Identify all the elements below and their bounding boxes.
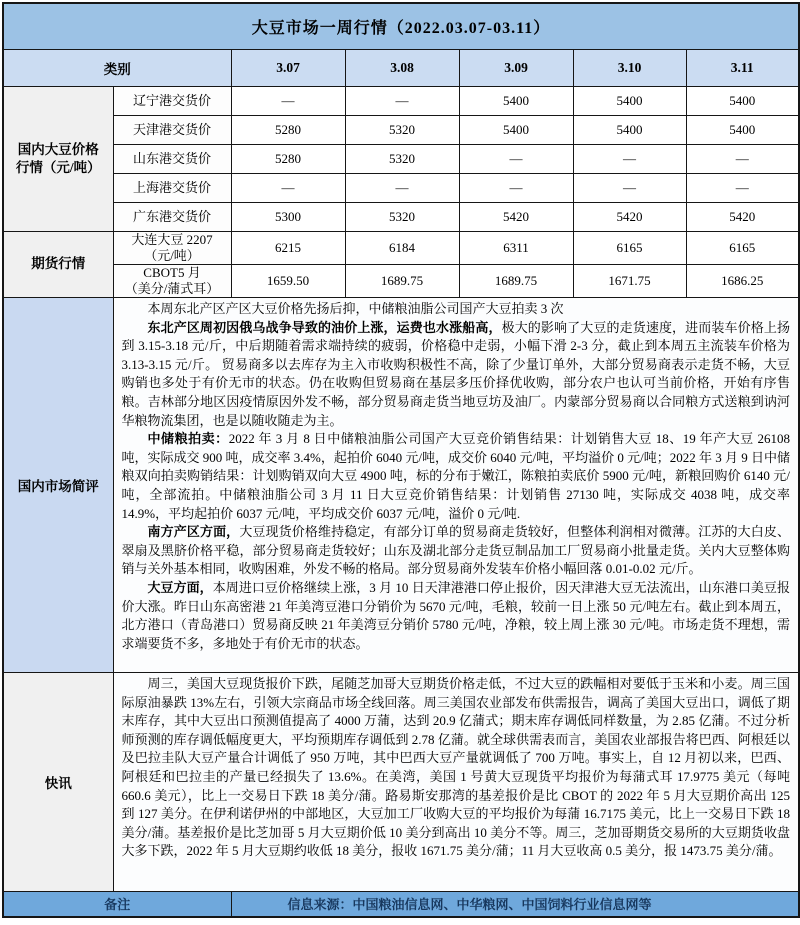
table-row: [3, 174, 799, 203]
price-cell: 5320: [345, 145, 459, 174]
col-header-date-3: 3.09: [459, 50, 573, 87]
futures-cell: 6311: [459, 232, 573, 265]
price-cell: —: [345, 87, 459, 116]
row-label-tianjin-port: 天津港交货价: [113, 116, 231, 145]
price-cell: 5400: [686, 116, 799, 145]
table-row: [3, 116, 799, 145]
table-row: [3, 87, 799, 116]
futures-cell: 6215: [231, 232, 345, 265]
price-cell: 5400: [573, 87, 686, 116]
price-cell: 5420: [573, 203, 686, 232]
price-cell: 5320: [345, 203, 459, 232]
review-paragraph: 中储粮拍卖：2022 年 3 月 8 日中储粮油脂公司国产大豆竞价销售结果：计划销售大豆 18、19 年产大豆 26108 吨，实际成交 900 吨，成交率 3.4%，起拍价 6040 元/吨，成交价 6040 元/吨，平均溢价 0 元/吨；2022 年 3 月 9 日中储粮双向拍卖购销结果：计划购销双向大豆 4900 吨，标的分布于嫩江，陈粮拍卖底价 5900 元/吨，新粮回购价 6140 元/吨，全部流拍。中储粮油脂公司 3 月 11 日大豆竞价销售结果：计划销售 27130 吨，实际成交 4038 吨，成交率 14.9%，平均起拍价 6037 元/吨，平均成交价 6037 元/吨，溢价 0 元/吨.: [121, 431, 790, 521]
row-label-dalian-soybean-2207: 大连大豆 2207 （元/吨）: [113, 232, 231, 265]
review-paragraph: 本周东北产区产区大豆价格先扬后抑，中储粮油脂公司国产大豆拍卖 3 次: [147, 301, 564, 316]
price-cell: —: [459, 174, 573, 203]
price-cell: 5400: [459, 87, 573, 116]
futures-cell: 1689.75: [459, 265, 573, 298]
price-cell: 5280: [231, 145, 345, 174]
table-row: [3, 145, 799, 174]
price-cell: —: [459, 145, 573, 174]
price-cell: 5300: [231, 203, 345, 232]
futures-cell: 1686.25: [686, 265, 799, 298]
row-label-liaoning-port: 辽宁港交货价: [113, 87, 231, 116]
futures-cell: 6165: [573, 232, 686, 265]
row-label-shandong-port: 山东港交货价: [113, 145, 231, 174]
review-paragraph: 大豆方面，本周进口豆价格继续上涨，3 月 10 日天津港港口停止报价，因天津港大豆无法流出，山东港口美豆报价大涨。昨日山东高密港 21 年美湾豆港口分销价为 5670 元/吨，毛粮，较前一日上涨 50 元/吨左右。截止到本周五，北方港口（青岛港口）贸易商反映 21 年美湾豆分销价 5780 元/吨，净粮，较上周上涨 30 元/吨。市场走货不理想，需求端要货不多，多地处于有价无市的状态。: [121, 579, 790, 651]
news-flash-body: [113, 673, 799, 892]
price-cell: —: [345, 174, 459, 203]
col-header-date-2: 3.08: [345, 50, 459, 87]
col-header-category: 类别: [3, 50, 231, 87]
review-paragraph: 东北产区周初因俄乌战争导致的油价上涨，运费也水涨船高，极大的影响了大豆的走货速度，进而装车价格上扬到 3.15-3.18 元/斤，中后期随着需求端持续的疲弱，价格稳中走弱，小幅下滑 2-3 分，截止到本周五主流装车价格为 3.13-3.15 元/斤。 贸易商多以去库存为主入市收购积极性不高，除了少量订单外，大部分贸易商表示走货不畅，大豆购销也多处于有价无市的状态。仍在收购但贸易商在基层多压价择优收购，部分农户也认可当前价格，开始有序售粮。吉林部分地区因疫情原因外发不畅，部分贸易商走货当地豆坊及油厂。内蒙部分贸易商以合同粮方式送粮到讷河华粮物流集团，也是以随收随走为主。: [121, 319, 790, 428]
price-cell: 5400: [459, 116, 573, 145]
table-row: [3, 892, 799, 917]
col-header-date-1: 3.07: [231, 50, 345, 87]
price-cell: 5320: [345, 116, 459, 145]
news-paragraph: 周三，美国大豆现货报价下跌，尾随芝加哥大豆期货价格走低，不过大豆的跌幅相对要低于玉米和小麦。周三国际原油暴跌 13%左右，引领大宗商品市场全线回落。周三美国农业部发布供需报告，调高了美国大豆出口，调低了期末库存，其中大豆出口预测值提高了 4000 万蒲，达到 20.9 亿蒲式；期末库存调低同样数量，为 2.85 亿蒲。不过分析师预测的库存调低幅度更大，平均预期库存调低到 2.78 亿蒲。就全球供需表而言，美国农业部报告将巴西、阿根廷以及巴拉圭队大豆产量合计调低了 950 万吨，其中巴西大豆产量就调低了 700 万吨。事实上，自 12 月初以来，巴西、阿根廷和巴拉圭的产量已经损失了 13.6%。在美湾，美国 1 号黄大豆现货平均报价为每蒲式耳 17.9775 美元（每吨 660.6 美元），比上一交易日下跌 18 美分/蒲。路易斯安那湾的基差报价是比 CBOT 的 2022 年 5 月大豆期价高出 125 到 127 美分。在伊利诺伊州的中部地区，大豆加工厂收购大豆的平均报价为每蒲 16.7175 美元，比上一交易日下跌 18 美分/蒲。基差报价是比芝加哥 5 月大豆期价低 10 美分到高出 10 美分不等。周三，芝加哥期货交易所的大豆期货收盘大多下跌，2022 年 5 月大豆期约收低 18 美分，报收 1671.75 美分/蒲；11 月大豆收高 0.5 美分，报 1473.75 美分/蒲。: [121, 676, 790, 859]
col-header-date-5: 3.11: [686, 50, 799, 87]
section-label-futures: 期货行情: [3, 232, 113, 298]
price-cell: 5280: [231, 116, 345, 145]
report-title: 大豆市场一周行情（2022.03.07-03.11）: [3, 3, 799, 50]
price-cell: 5420: [459, 203, 573, 232]
price-cell: —: [231, 87, 345, 116]
soybean-weekly-report-table: [2, 2, 800, 918]
futures-cell: 1671.75: [573, 265, 686, 298]
table-row: [3, 232, 799, 265]
review-paragraph: 南方产区方面，大豆现货价格维持稳定，有部分订单的贸易商走货较好，但整体利润相对微薄。江苏的大白皮、翠扇及黑脐价格平稳，部分贸易商走货较好；山东及湖北部分走货豆制品加工厂贸易商小批量走货。关内大豆整体购销与关外基本相同，收购困难，外发不畅的格局。部分贸易商外发装车价格小幅回落 0.01-0.02 元/斤。: [121, 524, 790, 577]
futures-cell: 1659.50: [231, 265, 345, 298]
section-label-remark: 备注: [3, 892, 231, 917]
section-label-news-flash: 快讯: [3, 673, 113, 892]
price-cell: 5400: [573, 116, 686, 145]
price-cell: 5400: [686, 87, 799, 116]
futures-cell: 6184: [345, 232, 459, 265]
price-cell: —: [573, 145, 686, 174]
table-row: [3, 203, 799, 232]
market-review-body: [113, 298, 799, 673]
table-row: [3, 265, 799, 298]
price-cell: —: [686, 174, 799, 203]
section-label-market-review: 国内市场简评: [3, 298, 113, 673]
price-cell: —: [686, 145, 799, 174]
row-label-shanghai-port: 上海港交货价: [113, 174, 231, 203]
remark-source-text: 信息来源：中国粮油信息网、中华粮网、中国饲料行业信息网等: [231, 892, 799, 917]
row-label-guangdong-port: 广东港交货价: [113, 203, 231, 232]
price-cell: —: [231, 174, 345, 203]
price-cell: 5420: [686, 203, 799, 232]
futures-cell: 6165: [686, 232, 799, 265]
row-label-cbot-may: CBOT5 月 （美分/蒲式耳）: [113, 265, 231, 298]
col-header-date-4: 3.10: [573, 50, 686, 87]
futures-cell: 1689.75: [345, 265, 459, 298]
section-label-domestic-price: 国内大豆价格 行情（元/吨）: [3, 87, 113, 232]
price-cell: —: [573, 174, 686, 203]
